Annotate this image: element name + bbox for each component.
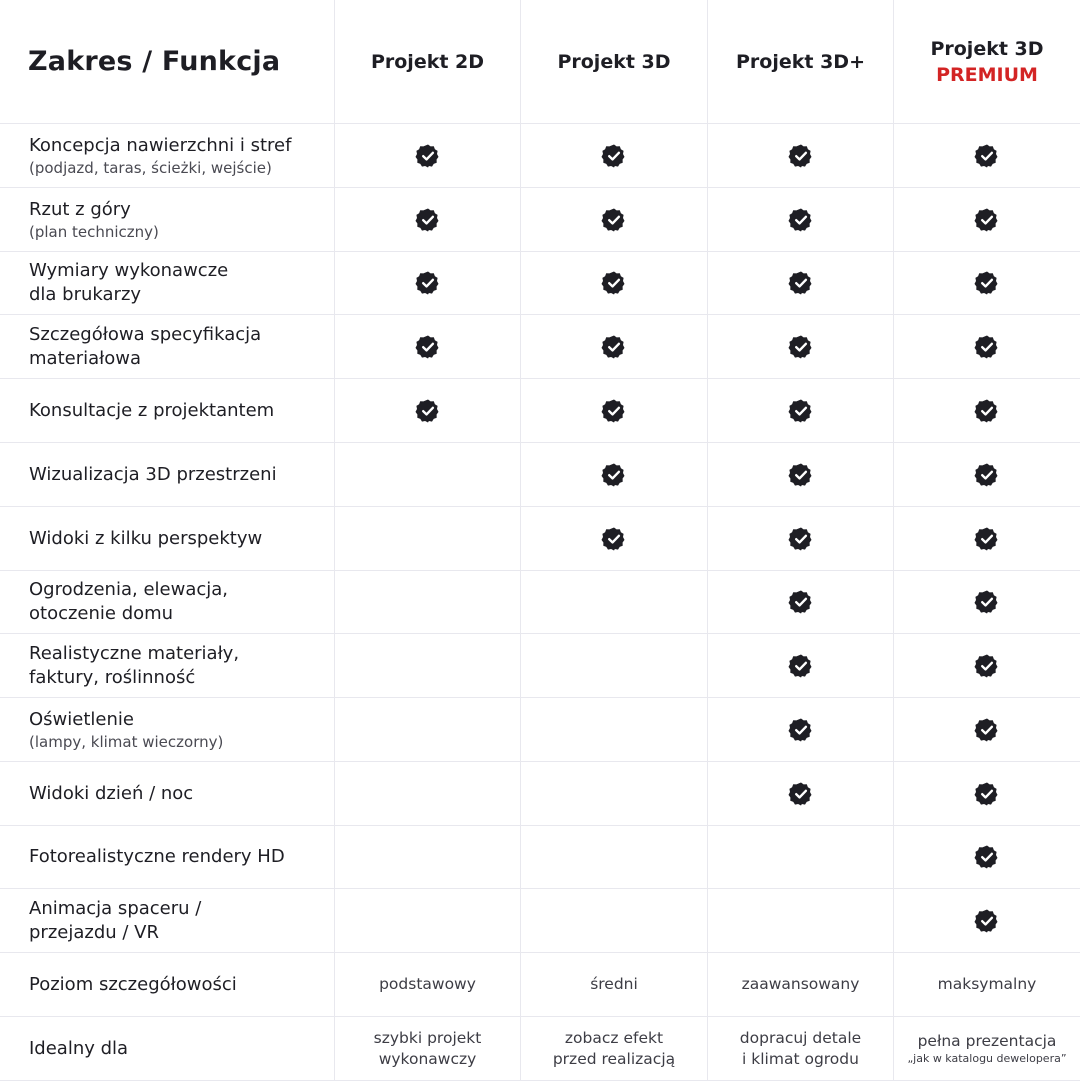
check-badge-icon bbox=[974, 526, 1000, 552]
check-cell-2d bbox=[335, 889, 521, 953]
feature-name: Fotorealistyczne rendery HD bbox=[29, 846, 285, 867]
check-badge-icon bbox=[601, 207, 627, 233]
ideal-for-value: zobacz efekt przed realizacją bbox=[552, 1028, 676, 1068]
feature-note: (plan techniczny) bbox=[29, 222, 159, 241]
check-badge-icon bbox=[601, 143, 627, 169]
ideal-for-cell-3d bbox=[521, 1017, 708, 1081]
check-cell-3d-premium bbox=[894, 443, 1080, 507]
check-badge-icon bbox=[601, 270, 627, 296]
feature-name: Wizualizacja 3D przestrzeni bbox=[29, 463, 277, 485]
ideal-for-value: szybki projekt wykonawczy bbox=[373, 1028, 482, 1068]
feature-cell bbox=[0, 252, 335, 315]
detail-level-cell-3d bbox=[521, 953, 708, 1017]
check-cell-3d bbox=[521, 188, 708, 252]
feature-name: Realistyczne materiały, faktury, roślinność bbox=[29, 642, 240, 688]
check-badge-icon bbox=[788, 270, 814, 296]
check-cell-3d-premium bbox=[894, 379, 1080, 443]
check-cell-3d-premium bbox=[894, 889, 1080, 953]
table-title: Zakres / Funkcja bbox=[28, 46, 281, 77]
check-badge-icon bbox=[601, 462, 627, 488]
column-header-3d bbox=[521, 0, 708, 124]
check-cell-3d-plus bbox=[708, 698, 894, 762]
check-cell-3d bbox=[521, 571, 708, 634]
check-cell-2d bbox=[335, 124, 521, 188]
check-cell-2d bbox=[335, 188, 521, 252]
check-badge-icon bbox=[974, 270, 1000, 296]
check-cell-3d-plus bbox=[708, 762, 894, 826]
check-cell-3d bbox=[521, 889, 708, 953]
check-cell-3d-premium bbox=[894, 252, 1080, 315]
check-badge-icon bbox=[974, 207, 1000, 233]
detail-level-cell-2d bbox=[335, 953, 521, 1017]
feature-cell bbox=[0, 762, 335, 826]
check-cell-2d bbox=[335, 698, 521, 762]
column-title: Projekt 3D bbox=[930, 37, 1044, 60]
check-badge-icon bbox=[788, 589, 814, 615]
check-badge-icon bbox=[788, 717, 814, 743]
ideal-for-value: pełna prezentacja bbox=[917, 1032, 1057, 1050]
check-badge-icon bbox=[974, 653, 1000, 679]
feature-cell bbox=[0, 124, 335, 188]
check-badge-icon bbox=[415, 207, 441, 233]
check-badge-icon bbox=[415, 398, 441, 424]
feature-cell bbox=[0, 379, 335, 443]
ideal-for-cell-3d-premium bbox=[894, 1017, 1080, 1081]
feature-cell bbox=[0, 443, 335, 507]
check-cell-3d bbox=[521, 315, 708, 379]
check-cell-2d bbox=[335, 443, 521, 507]
feature-cell bbox=[0, 698, 335, 762]
detail-level-value: podstawowy bbox=[379, 975, 476, 993]
feature-cell bbox=[0, 889, 335, 953]
check-cell-3d-plus bbox=[708, 889, 894, 953]
check-badge-icon bbox=[974, 398, 1000, 424]
column-header-2d bbox=[335, 0, 521, 124]
feature-cell bbox=[0, 1017, 335, 1081]
feature-cell bbox=[0, 571, 335, 634]
feature-name: Widoki z kilku perspektyw bbox=[29, 527, 263, 549]
check-badge-icon bbox=[974, 334, 1000, 360]
check-badge-icon bbox=[974, 462, 1000, 488]
detail-level-cell-3d-plus bbox=[708, 953, 894, 1017]
feature-name: Oświetlenie bbox=[29, 708, 134, 730]
check-cell-3d-premium bbox=[894, 634, 1080, 698]
check-cell-3d bbox=[521, 634, 708, 698]
feature-name: Szczegółowa specyfikacja materiałowa bbox=[29, 323, 262, 369]
column-header-3d-premium bbox=[894, 0, 1080, 124]
check-badge-icon bbox=[788, 207, 814, 233]
check-badge-icon bbox=[415, 334, 441, 360]
column-title: Projekt 2D bbox=[370, 50, 485, 73]
ideal-for-cell-3d-plus bbox=[708, 1017, 894, 1081]
check-badge-icon bbox=[974, 143, 1000, 169]
check-badge-icon bbox=[415, 143, 441, 169]
feature-cell bbox=[0, 315, 335, 379]
ideal-for-value: dopracuj detale i klimat ogrodu bbox=[739, 1028, 862, 1068]
check-cell-3d bbox=[521, 124, 708, 188]
check-cell-3d-plus bbox=[708, 443, 894, 507]
check-badge-icon bbox=[601, 526, 627, 552]
check-badge-icon bbox=[974, 781, 1000, 807]
detail-level-cell-3d-premium bbox=[894, 953, 1080, 1017]
check-cell-2d bbox=[335, 252, 521, 315]
premium-label: PREMIUM bbox=[936, 63, 1038, 86]
check-badge-icon bbox=[974, 717, 1000, 743]
check-cell-3d-premium bbox=[894, 315, 1080, 379]
ideal-for-label: Idealny dla bbox=[29, 1037, 129, 1059]
check-badge-icon bbox=[788, 653, 814, 679]
feature-cell bbox=[0, 507, 335, 571]
feature-name: Rzut z góry bbox=[29, 198, 131, 220]
check-badge-icon bbox=[788, 143, 814, 169]
check-cell-3d bbox=[521, 507, 708, 571]
check-cell-2d bbox=[335, 634, 521, 698]
check-badge-icon bbox=[788, 398, 814, 424]
check-badge-icon bbox=[415, 270, 441, 296]
check-badge-icon bbox=[601, 334, 627, 360]
feature-cell bbox=[0, 826, 335, 889]
check-cell-2d bbox=[335, 571, 521, 634]
check-cell-3d bbox=[521, 379, 708, 443]
feature-name: Widoki dzień / noc bbox=[29, 782, 194, 804]
feature-name: Ogrodzenia, elewacja, otoczenie domu bbox=[29, 579, 228, 624]
check-cell-3d-premium bbox=[894, 826, 1080, 889]
detail-level-value: maksymalny bbox=[937, 975, 1037, 993]
feature-name: Koncepcja nawierzchni i stref bbox=[29, 134, 292, 156]
check-cell-3d-premium bbox=[894, 124, 1080, 188]
check-cell-3d-premium bbox=[894, 188, 1080, 252]
feature-cell bbox=[0, 953, 335, 1017]
check-cell-3d-plus bbox=[708, 124, 894, 188]
check-cell-3d-plus bbox=[708, 826, 894, 889]
column-header-3d-plus bbox=[708, 0, 894, 124]
feature-note: (lampy, klimat wieczorny) bbox=[29, 732, 224, 751]
check-cell-2d bbox=[335, 826, 521, 889]
feature-name: Wymiary wykonawcze dla brukarzy bbox=[29, 260, 229, 305]
check-cell-3d-plus bbox=[708, 634, 894, 698]
check-cell-3d-plus bbox=[708, 315, 894, 379]
check-cell-3d bbox=[521, 826, 708, 889]
feature-name: Animacja spaceru / przejazdu / VR bbox=[29, 897, 202, 943]
check-cell-3d bbox=[521, 443, 708, 507]
feature-note: (podjazd, taras, ścieżki, wejście) bbox=[29, 158, 272, 177]
ideal-for-cell-2d bbox=[335, 1017, 521, 1081]
feature-name: Konsultacje z projektantem bbox=[29, 399, 275, 421]
check-cell-3d-premium bbox=[894, 507, 1080, 571]
check-cell-3d-premium bbox=[894, 762, 1080, 826]
column-title: Projekt 3D+ bbox=[736, 50, 865, 73]
check-badge-icon bbox=[601, 398, 627, 424]
check-cell-3d bbox=[521, 252, 708, 315]
feature-cell bbox=[0, 634, 335, 698]
check-badge-icon bbox=[788, 526, 814, 552]
check-cell-3d-plus bbox=[708, 188, 894, 252]
table-header-cell bbox=[0, 0, 335, 124]
check-badge-icon bbox=[974, 844, 1000, 870]
check-cell-3d-premium bbox=[894, 698, 1080, 762]
column-title: Projekt 3D bbox=[557, 50, 671, 73]
check-cell-2d bbox=[335, 379, 521, 443]
check-badge-icon bbox=[788, 781, 814, 807]
check-cell-2d bbox=[335, 762, 521, 826]
check-badge-icon bbox=[788, 462, 814, 488]
check-cell-3d-premium bbox=[894, 571, 1080, 634]
check-badge-icon bbox=[974, 908, 1000, 934]
check-cell-2d bbox=[335, 507, 521, 571]
check-cell-3d-plus bbox=[708, 507, 894, 571]
feature-cell bbox=[0, 188, 335, 252]
check-cell-2d bbox=[335, 315, 521, 379]
detail-level-value: średni bbox=[590, 975, 638, 993]
check-cell-3d-plus bbox=[708, 379, 894, 443]
check-badge-icon bbox=[974, 589, 1000, 615]
detail-level-value: zaawansowany bbox=[741, 975, 860, 993]
check-cell-3d-plus bbox=[708, 252, 894, 315]
check-cell-3d bbox=[521, 762, 708, 826]
check-cell-3d bbox=[521, 698, 708, 762]
check-cell-3d-plus bbox=[708, 571, 894, 634]
detail-level-label: Poziom szczegółowości bbox=[29, 973, 237, 995]
ideal-for-note: „jak w katalogu dewelopera” bbox=[907, 1052, 1067, 1065]
check-badge-icon bbox=[788, 334, 814, 360]
